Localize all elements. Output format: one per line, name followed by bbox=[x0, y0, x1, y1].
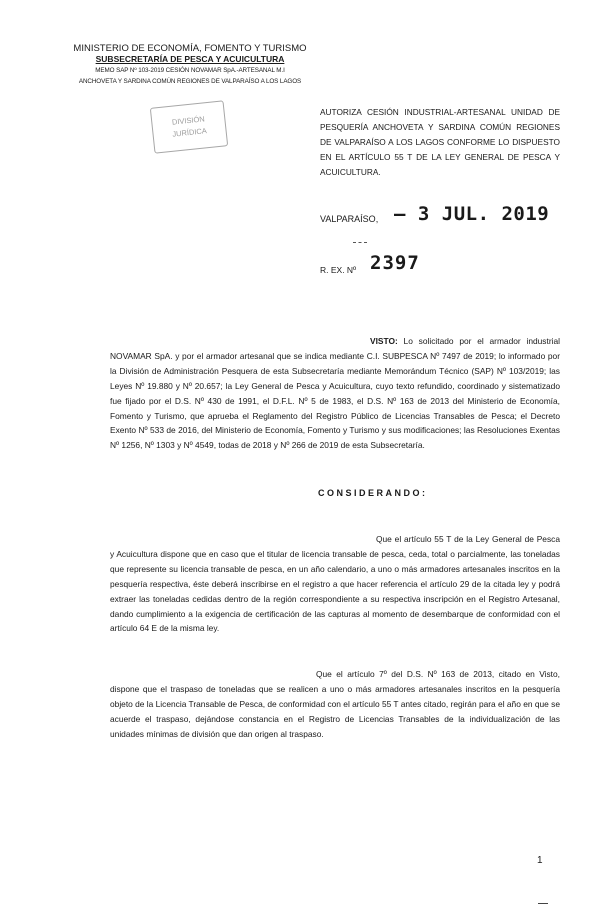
memo-reference: MEMO SAP Nº 103-2019 CESIÓN NOVAMAR SpA.-ARTESANAL M.I bbox=[95, 67, 285, 74]
resolution-number-label: R. EX. Nº bbox=[320, 265, 357, 275]
stamp-line-1: DIVISIÓN bbox=[171, 114, 206, 127]
resolution-number: 2397 bbox=[370, 252, 420, 274]
undersecretariat-name: SUBSECRETARÍA DE PESCA Y ACUICULTURA bbox=[95, 54, 285, 64]
considerando-heading: CONSIDERANDO: bbox=[318, 488, 428, 498]
considerando-paragraph-1: Que el artículo 55 T de la Ley General de Pesca y Acuicultura dispone que en caso que el titular de licencia transable de pesca, ceda, total o parcialmente, las toneladas que represente su licencia transable de pesca, en un año calendario, a uno o más armadores artesanales inscritos en la pesquería respectiva, éste deberá inscribirse en el registro a que hacer referencia el artículo 29 de la citada ley y podrá extraer las toneladas cedidas dentro de la región correspondiente a su respectiva inscripción en el Registro Artesanal, dando cumplimiento a la exigencia de certificación de las capturas al momento de desembarque de conformidad con el artículo 64 E de la misma ley. bbox=[110, 534, 560, 634]
page-number: 1 bbox=[537, 855, 543, 866]
division-stamp bbox=[150, 100, 228, 153]
visto-text: Lo solicitado por el armador industrial NOVAMAR SpA. y por el armador artesanal que se indica mediante C.I. SUBPESCA Nº 7497 de 2019; lo informado por la División de Administración Pesquera de esta Subsecretaría mediante Memorándum Técnico (SAP) Nº 103/2019; las Leyes Nº 19.880 y Nº 20.657; la Ley General de Pesca y Acuicultura, cuyo texto refundido, coordinado y sistematizado fue fijado por el D.S. Nº 430 de 1991, el D.F.L. Nº 5 de 1983, el D.S. Nº 163 de 2013 del Ministerio de Economía, Fomento y Turismo, que aprueba el Reglamento del Registro Público de Licencias Transables de Pesca; el Decreto Exento Nº 533 de 2016, del Ministerio de Economía, Fomento y Turismo y sus modificaciones; las Resoluciones Exentas Nº 1256, Nº 1303 y Nº 4549, todas de 2018 y Nº 266 de 2019 de esta Subsecretaría. bbox=[110, 336, 560, 451]
considerando-paragraph-2: Que el artículo 7º del D.S. Nº 163 de 2013, citado en Visto, dispone que el traspaso de toneladas que se realicen a uno o más armadores artesanales inscritos en la pesquería objeto de la Licencia Transable de Pesca, de conformidad con el artículo 55 T antes citado, regirán para el año en que se acuerde el traspaso, dejándose constancia en el Registro de Licencias Transables de la individualización de las unidades mínimas de división que dan origen al traspaso. bbox=[110, 669, 560, 739]
resolution-subject: AUTORIZA CESIÓN INDUSTRIAL-ARTESANAL UNIDAD DE PESQUERÍA ANCHOVETA Y SARDINA COMÚN REGIONES DE VALPARAÍSO A LOS LAGOS CONFORME LO DISPUESTO EN EL ARTÍCULO 55 T DE LA LEY GENERAL DE PESCA Y ACUICULTURA. bbox=[320, 107, 560, 177]
memo-subject: ANCHOVETA Y SARDINA COMÚN REGIONES DE VALPARAÍSO A LOS LAGOS bbox=[78, 78, 302, 85]
date-separator bbox=[353, 242, 367, 243]
place-label: VALPARAÍSO, bbox=[320, 214, 379, 224]
footer-mark bbox=[538, 903, 548, 904]
resolution-date: – 3 JUL. 2019 bbox=[394, 203, 550, 225]
ministry-name: MINISTERIO DE ECONOMÍA, FOMENTO Y TURISMO bbox=[73, 43, 307, 54]
visto-paragraph bbox=[110, 334, 560, 453]
stamp-line-2: JURÍDICA bbox=[171, 126, 208, 139]
visto-label: VISTO: bbox=[370, 336, 398, 346]
letterhead bbox=[60, 43, 320, 87]
